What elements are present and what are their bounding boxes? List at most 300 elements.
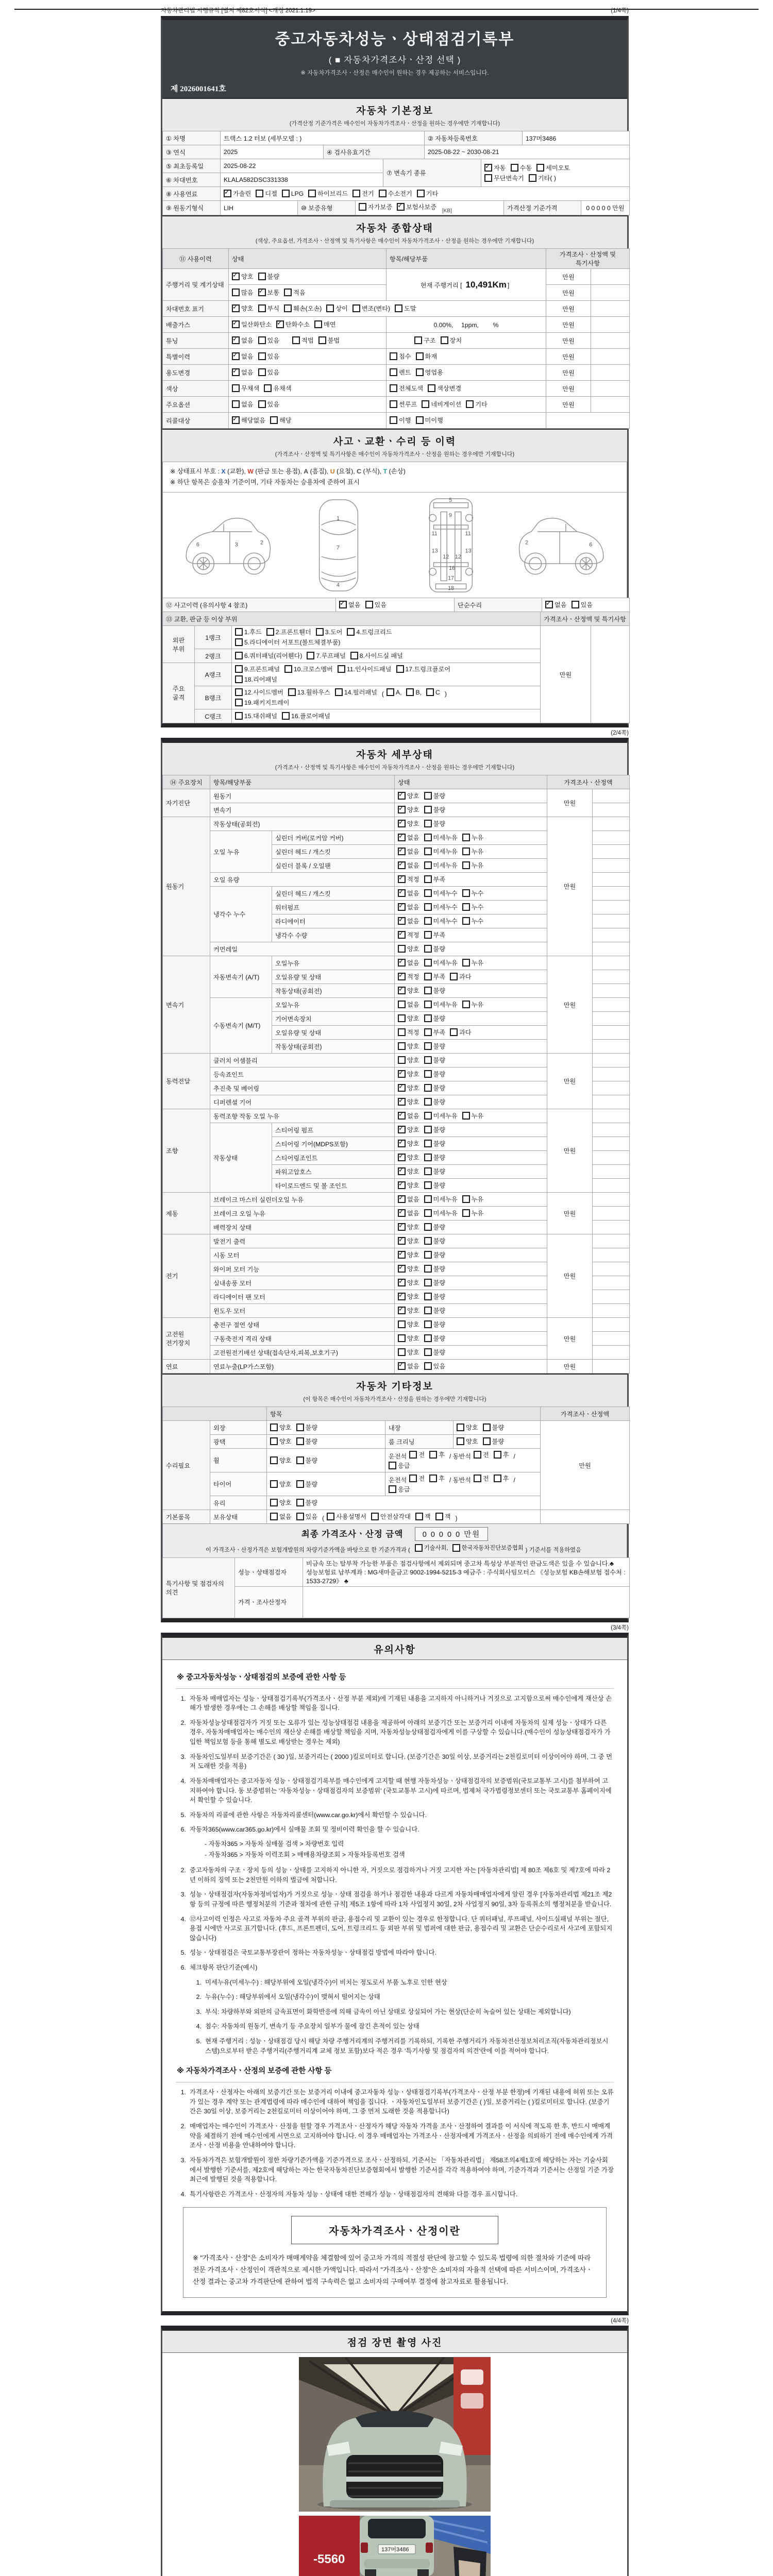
table-cell: 동력조향 작동 오일 누유 <box>210 1109 395 1123</box>
option-cell <box>395 1276 547 1290</box>
option-label: 11.인사이드패널 <box>346 666 392 673</box>
checkbox-unchecked-icon[interactable] <box>327 1513 334 1520</box>
checkbox-unchecked-icon[interactable] <box>258 368 266 376</box>
checkbox-unchecked-icon[interactable] <box>270 1499 278 1506</box>
option-cell <box>395 984 547 998</box>
checkbox-unchecked-icon[interactable] <box>474 1475 481 1482</box>
option-label: 후 <box>502 1475 509 1483</box>
checkbox-checked-icon[interactable] <box>398 1209 406 1217</box>
checkbox-unchecked-icon[interactable] <box>424 875 432 883</box>
checkbox-unchecked-icon[interactable] <box>424 1348 432 1356</box>
checkbox-unchecked-icon[interactable] <box>270 1480 278 1488</box>
checkbox-checked-icon[interactable] <box>224 190 231 197</box>
checkbox-unchecked-icon[interactable] <box>424 1098 432 1106</box>
checkbox-unchecked-icon[interactable] <box>466 400 474 408</box>
checkbox-option <box>292 336 314 345</box>
option-label: 양호 <box>407 1307 419 1315</box>
checkbox-unchecked-icon[interactable] <box>232 400 240 408</box>
option-label: 있음 <box>433 1363 446 1370</box>
checkbox-unchecked-icon[interactable] <box>270 1437 278 1445</box>
checkbox-option <box>232 336 254 345</box>
option-label: 누유 <box>471 1196 484 1204</box>
option-cell <box>395 789 547 803</box>
checkbox-unchecked-icon[interactable] <box>424 973 432 980</box>
checkbox-checked-icon[interactable] <box>398 1098 406 1106</box>
checkbox-unchecked-icon[interactable] <box>416 352 424 360</box>
checkbox-unchecked-icon[interactable] <box>424 1293 432 1300</box>
checkbox-unchecked-icon[interactable] <box>296 1513 304 1520</box>
checkbox-unchecked-icon[interactable] <box>296 1437 304 1445</box>
option-cell <box>395 1081 547 1095</box>
checkbox-unchecked-icon[interactable] <box>415 1544 423 1552</box>
checkbox-option <box>258 368 280 377</box>
checkbox-checked-icon[interactable] <box>398 848 406 855</box>
checkbox-unchecked-icon[interactable] <box>264 384 272 392</box>
document-title: 중고자동차성능ㆍ상태점검기록부 <box>275 31 515 48</box>
checkbox-unchecked-icon[interactable] <box>462 959 470 967</box>
checkbox-unchecked-icon[interactable] <box>424 820 432 827</box>
checkbox-unchecked-icon[interactable] <box>483 1423 491 1431</box>
table-cell: 오일유량 및 상태 <box>272 1026 395 1040</box>
table-cell: 상태 <box>229 249 386 269</box>
option-cell <box>453 1435 541 1449</box>
checkbox-unchecked-icon[interactable] <box>390 416 397 424</box>
option-cell <box>395 1262 547 1276</box>
checkbox-unchecked-icon[interactable] <box>398 1014 406 1022</box>
checkbox-unchecked-icon[interactable] <box>424 848 432 855</box>
checkbox-unchecked-icon[interactable] <box>235 628 243 636</box>
checkbox-unchecked-icon[interactable] <box>414 336 422 344</box>
checkbox-unchecked-icon[interactable] <box>270 1513 278 1520</box>
checkbox-unchecked-icon[interactable] <box>424 1181 432 1189</box>
checkbox-unchecked-icon[interactable] <box>424 1265 432 1273</box>
checkbox-checked-icon[interactable] <box>398 1223 406 1231</box>
checkbox-unchecked-icon[interactable] <box>409 1451 417 1459</box>
checkbox-checked-icon[interactable] <box>232 273 240 280</box>
checkbox-checked-icon[interactable] <box>398 806 406 814</box>
checkbox-option <box>390 416 411 425</box>
checkbox-unchecked-icon[interactable] <box>398 1334 406 1342</box>
checkbox-unchecked-icon[interactable] <box>235 712 243 720</box>
checkbox-unchecked-icon[interactable] <box>424 1334 432 1342</box>
checkbox-unchecked-icon[interactable] <box>235 699 243 706</box>
checkbox-unchecked-icon[interactable] <box>398 1320 406 1328</box>
checkbox-checked-icon[interactable] <box>232 304 240 312</box>
checkbox-option <box>398 1209 419 1217</box>
price-cell: 만원 <box>547 1193 593 1234</box>
checkbox-unchecked-icon[interactable] <box>335 688 343 696</box>
checkbox-unchecked-icon[interactable] <box>235 638 243 646</box>
checkbox-option <box>545 600 567 609</box>
checkbox-unchecked-icon[interactable] <box>441 336 448 344</box>
diagram-number: 4 <box>336 582 340 589</box>
checkbox-checked-icon[interactable] <box>398 834 406 841</box>
checkbox-checked-icon[interactable] <box>398 820 406 827</box>
checkbox-unchecked-icon[interactable] <box>424 1126 432 1133</box>
checkbox-option <box>307 651 345 660</box>
checkbox-unchecked-icon[interactable] <box>371 1513 379 1520</box>
checkbox-unchecked-icon[interactable] <box>424 806 432 814</box>
option-label: 양호 <box>407 1015 419 1023</box>
checkbox-unchecked-icon[interactable] <box>511 164 518 172</box>
checkbox-unchecked-icon[interactable] <box>256 190 263 197</box>
option-label: 침수 <box>399 353 411 360</box>
checkbox-checked-icon[interactable] <box>258 289 266 296</box>
checkbox-unchecked-icon[interactable] <box>398 1028 406 1036</box>
checkbox-option <box>424 1250 446 1259</box>
checkbox-unchecked-icon[interactable] <box>389 1462 396 1469</box>
checkbox-unchecked-icon[interactable] <box>270 1456 278 1464</box>
checkbox-unchecked-icon[interactable] <box>462 1195 470 1203</box>
checkbox-unchecked-icon[interactable] <box>235 688 243 696</box>
checkbox-option <box>398 847 419 856</box>
checkbox-checked-icon[interactable] <box>397 203 405 211</box>
table-cell <box>593 1012 630 1026</box>
checkbox-option <box>224 189 251 198</box>
checkbox-unchecked-icon[interactable] <box>352 304 360 312</box>
status-code-legend <box>162 462 627 493</box>
checkbox-unchecked-icon[interactable] <box>386 688 394 696</box>
checkbox-option <box>258 272 280 281</box>
checkbox-unchecked-icon[interactable] <box>424 931 432 939</box>
checkbox-unchecked-icon[interactable] <box>398 1056 406 1064</box>
checkbox-checked-icon[interactable] <box>398 973 406 980</box>
checkbox-unchecked-icon[interactable] <box>296 1423 304 1431</box>
option-label: 불량 <box>433 1251 446 1259</box>
checkbox-unchecked-icon[interactable] <box>338 665 345 673</box>
checkbox-unchecked-icon[interactable] <box>258 336 266 344</box>
diagram-number: 16 <box>449 565 456 571</box>
checkbox-unchecked-icon[interactable] <box>424 987 432 994</box>
option-label: 후 <box>439 1451 445 1459</box>
checkbox-unchecked-icon[interactable] <box>424 1140 432 1147</box>
checkbox-checked-icon[interactable] <box>398 931 406 939</box>
final-price-label: 최종 가격조사ㆍ산정 금액 <box>301 1530 404 1539</box>
checkbox-checked-icon[interactable] <box>398 792 406 800</box>
option-cell <box>395 942 547 956</box>
checkbox-checked-icon[interactable] <box>398 1126 406 1133</box>
checkbox-unchecked-icon[interactable] <box>232 289 240 296</box>
checkbox-unchecked-icon[interactable] <box>424 1028 432 1036</box>
checkbox-unchecked-icon[interactable] <box>494 1451 501 1459</box>
checkbox-unchecked-icon[interactable] <box>457 1423 464 1431</box>
label-cell: 1랭크 <box>195 626 232 649</box>
checkbox-unchecked-icon[interactable] <box>424 834 432 841</box>
table-cell: 타이어 <box>210 1472 267 1496</box>
checkbox-unchecked-icon[interactable] <box>258 400 266 408</box>
checkbox-unchecked-icon[interactable] <box>406 688 414 696</box>
checkbox-unchecked-icon[interactable] <box>572 601 579 608</box>
checkbox-unchecked-icon[interactable] <box>409 1475 417 1482</box>
checkbox-unchecked-icon[interactable] <box>424 1014 432 1022</box>
checkbox-unchecked-icon[interactable] <box>296 1456 304 1464</box>
checkbox-unchecked-icon[interactable] <box>422 400 429 408</box>
checkbox-option <box>232 416 265 425</box>
checkbox-unchecked-icon[interactable] <box>417 190 425 197</box>
option-cell <box>229 365 386 381</box>
diagram-number: 17 <box>448 575 455 582</box>
checkbox-unchecked-icon[interactable] <box>462 861 470 869</box>
checkbox-unchecked-icon[interactable] <box>390 352 397 360</box>
checkbox-checked-icon[interactable] <box>398 1265 406 1273</box>
checkbox-checked-icon[interactable] <box>398 861 406 869</box>
checkbox-unchecked-icon[interactable] <box>398 1348 406 1356</box>
checkbox-unchecked-icon[interactable] <box>529 174 536 182</box>
checkbox-unchecked-icon[interactable] <box>424 1112 432 1120</box>
checkbox-option <box>326 304 348 313</box>
checkbox-unchecked-icon[interactable] <box>390 400 397 408</box>
checkbox-checked-icon[interactable] <box>398 1167 406 1175</box>
checkbox-checked-icon[interactable] <box>398 1237 406 1245</box>
checkbox-checked-icon[interactable] <box>232 352 240 360</box>
checkbox-unchecked-icon[interactable] <box>462 903 470 911</box>
option-label: 양호 <box>407 1238 419 1245</box>
checkbox-checked-icon[interactable] <box>398 1307 406 1314</box>
checkbox-unchecked-icon[interactable] <box>296 1480 304 1488</box>
checkbox-unchecked-icon[interactable] <box>483 1437 491 1445</box>
checkbox-unchecked-icon[interactable] <box>452 1544 460 1552</box>
checkbox-unchecked-icon[interactable] <box>424 1195 432 1203</box>
checkbox-checked-icon[interactable] <box>398 1140 406 1147</box>
checkbox-option <box>462 861 484 870</box>
checkbox-option <box>398 1250 419 1259</box>
checkbox-unchecked-icon[interactable] <box>424 945 432 953</box>
checkbox-unchecked-icon[interactable] <box>398 945 406 953</box>
checkbox-checked-icon[interactable] <box>398 917 406 925</box>
checkbox-unchecked-icon[interactable] <box>316 628 324 636</box>
checkbox-option <box>424 1000 458 1009</box>
checkbox-unchecked-icon[interactable] <box>424 792 432 800</box>
checkbox-unchecked-icon[interactable] <box>232 384 240 392</box>
checkbox-unchecked-icon[interactable] <box>462 1112 470 1120</box>
table-cell: 등속죠인트 <box>210 1067 395 1081</box>
checkbox-unchecked-icon[interactable] <box>398 1042 406 1050</box>
checkbox-unchecked-icon[interactable] <box>484 174 492 182</box>
checkbox-unchecked-icon[interactable] <box>379 190 386 197</box>
checkbox-unchecked-icon[interactable] <box>390 384 397 392</box>
checkbox-unchecked-icon[interactable] <box>389 1485 396 1493</box>
checkbox-unchecked-icon[interactable] <box>365 601 373 608</box>
checkbox-option <box>398 1348 419 1357</box>
checkbox-checked-icon[interactable] <box>484 164 492 172</box>
diagram-number: 2 <box>260 539 263 546</box>
checkbox-checked-icon[interactable] <box>398 987 406 994</box>
checkbox-unchecked-icon[interactable] <box>270 1423 278 1431</box>
checkbox-unchecked-icon[interactable] <box>462 1209 470 1217</box>
checkbox-unchecked-icon[interactable] <box>390 368 397 376</box>
option-label: 장치 <box>449 337 462 344</box>
checkbox-unchecked-icon[interactable] <box>350 652 358 659</box>
checkbox-unchecked-icon[interactable] <box>474 1451 481 1459</box>
checkbox-unchecked-icon[interactable] <box>429 1451 437 1459</box>
checkbox-unchecked-icon[interactable] <box>307 652 314 659</box>
checkbox-unchecked-icon[interactable] <box>398 1001 406 1008</box>
checkbox-unchecked-icon[interactable] <box>424 1167 432 1175</box>
checkbox-unchecked-icon[interactable] <box>314 320 322 328</box>
page-3 <box>161 1633 629 2315</box>
option-label: 한국자동차진단보증협회 <box>461 1545 524 1552</box>
checkbox-option <box>424 1014 446 1023</box>
checkbox-unchecked-icon[interactable] <box>284 304 292 312</box>
table-cell: 커먼레일 <box>210 942 395 956</box>
checkbox-unchecked-icon[interactable] <box>352 190 360 197</box>
option-label: 불량 <box>433 1182 446 1190</box>
checkbox-option <box>339 600 361 609</box>
checkbox-unchecked-icon[interactable] <box>462 1001 470 1008</box>
option-label: 썬루프 <box>399 401 417 408</box>
checkbox-checked-icon[interactable] <box>398 875 406 883</box>
checkbox-unchecked-icon[interactable] <box>416 368 424 376</box>
checkbox-unchecked-icon[interactable] <box>282 190 290 197</box>
checkbox-unchecked-icon[interactable] <box>426 688 434 696</box>
label-cell: ⑦ 변속기 종류 <box>383 159 481 187</box>
checkbox-checked-icon[interactable] <box>398 1181 406 1189</box>
option-cell <box>267 1496 541 1510</box>
checkbox-unchecked-icon[interactable] <box>494 1475 501 1482</box>
checkbox-option <box>484 174 524 182</box>
notice-item-number: 2. <box>196 1993 201 2001</box>
checkbox-unchecked-icon[interactable] <box>308 190 316 197</box>
checkbox-unchecked-icon[interactable] <box>396 665 404 673</box>
checkbox-option <box>474 1474 489 1483</box>
checkbox-unchecked-icon[interactable] <box>462 834 470 841</box>
checkbox-unchecked-icon[interactable] <box>235 665 243 673</box>
checkbox-unchecked-icon[interactable] <box>424 861 432 869</box>
checkbox-unchecked-icon[interactable] <box>318 336 326 344</box>
checkbox-checked-icon[interactable] <box>398 1251 406 1259</box>
checkbox-unchecked-icon[interactable] <box>450 973 458 980</box>
checkbox-unchecked-icon[interactable] <box>462 889 470 897</box>
checkbox-unchecked-icon[interactable] <box>424 1251 432 1259</box>
checkbox-unchecked-icon[interactable] <box>536 164 544 172</box>
checkbox-unchecked-icon[interactable] <box>326 304 334 312</box>
checkbox-checked-icon[interactable] <box>232 368 240 376</box>
checkbox-unchecked-icon[interactable] <box>424 1223 432 1231</box>
checkbox-unchecked-icon[interactable] <box>424 1320 432 1328</box>
checkbox-unchecked-icon[interactable] <box>284 665 292 673</box>
checkbox-unchecked-icon[interactable] <box>424 1362 432 1370</box>
checkbox-option <box>416 352 438 361</box>
notice-item <box>176 1694 614 1713</box>
checkbox-unchecked-icon[interactable] <box>415 1513 423 1520</box>
checkbox-unchecked-icon[interactable] <box>424 1209 432 1217</box>
option-label: 불량 <box>305 1424 318 1432</box>
checkbox-checked-icon[interactable] <box>398 1362 406 1370</box>
option-label: 양호 <box>407 1251 419 1259</box>
option-label: 없음 <box>241 337 254 344</box>
notice-item <box>191 1992 614 2002</box>
checkbox-unchecked-icon[interactable] <box>347 628 355 636</box>
checkbox-unchecked-icon[interactable] <box>424 889 432 897</box>
checkbox-unchecked-icon[interactable] <box>457 1437 464 1445</box>
checkbox-unchecked-icon[interactable] <box>270 416 278 424</box>
checkbox-option <box>424 791 446 800</box>
option-label: 불량 <box>267 273 280 280</box>
checkbox-unchecked-icon[interactable] <box>258 304 266 312</box>
checkbox-unchecked-icon[interactable] <box>359 203 366 211</box>
checkbox-unchecked-icon[interactable] <box>296 1499 304 1506</box>
option-label: 적정 <box>407 931 419 939</box>
checkbox-unchecked-icon[interactable] <box>424 1279 432 1286</box>
option-label: 양호 <box>407 1279 419 1287</box>
option-label: 적음 <box>293 289 306 296</box>
checkbox-unchecked-icon[interactable] <box>292 336 300 344</box>
table-cell <box>593 1193 630 1207</box>
checkbox-checked-icon[interactable] <box>398 889 406 897</box>
checkbox-checked-icon[interactable] <box>398 903 406 911</box>
checkbox-unchecked-icon[interactable] <box>450 1028 458 1036</box>
checkbox-unchecked-icon[interactable] <box>435 1513 443 1520</box>
checkbox-unchecked-icon[interactable] <box>258 352 266 360</box>
label-cell: 특별이력 <box>163 349 229 365</box>
checkbox-checked-icon[interactable] <box>398 1070 406 1078</box>
checkbox-unchecked-icon[interactable] <box>424 903 432 911</box>
checkbox-unchecked-icon[interactable] <box>424 917 432 925</box>
option-label: 세미오토 <box>546 164 570 172</box>
checkbox-unchecked-icon[interactable] <box>288 688 296 696</box>
checkbox-checked-icon[interactable] <box>398 1195 406 1203</box>
checkbox-unchecked-icon[interactable] <box>428 384 435 392</box>
checkbox-unchecked-icon[interactable] <box>395 304 402 312</box>
checkbox-unchecked-icon[interactable] <box>424 1056 432 1064</box>
checkbox-unchecked-icon[interactable] <box>284 289 292 296</box>
checkbox-option <box>256 189 277 198</box>
option-cell <box>229 381 386 397</box>
checkbox-unchecked-icon[interactable] <box>266 628 274 636</box>
checkbox-unchecked-icon[interactable] <box>424 1154 432 1161</box>
checkbox-checked-icon[interactable] <box>398 1279 406 1286</box>
checkbox-unchecked-icon[interactable] <box>462 917 470 925</box>
checkbox-unchecked-icon[interactable] <box>424 959 432 967</box>
checkbox-unchecked-icon[interactable] <box>424 1001 432 1008</box>
checkbox-checked-icon[interactable] <box>398 1293 406 1300</box>
checkbox-option <box>335 688 377 697</box>
section-etc-header <box>162 1374 627 1407</box>
checkbox-checked-icon[interactable] <box>398 1154 406 1161</box>
checkbox-unchecked-icon[interactable] <box>429 1475 437 1482</box>
table-cell: 발전기 출력 <box>210 1234 395 1248</box>
checkbox-unchecked-icon[interactable] <box>424 1070 432 1078</box>
checkbox-checked-icon[interactable] <box>339 601 347 608</box>
option-cell <box>229 269 386 285</box>
checkbox-unchecked-icon[interactable] <box>424 1042 432 1050</box>
checkbox-checked-icon[interactable] <box>276 320 284 328</box>
checkbox-checked-icon[interactable] <box>398 1112 406 1120</box>
checkbox-unchecked-icon[interactable] <box>424 1084 432 1092</box>
checkbox-unchecked-icon[interactable] <box>416 416 424 424</box>
checkbox-unchecked-icon[interactable] <box>424 1237 432 1245</box>
checkbox-option <box>484 163 506 172</box>
checkbox-checked-icon[interactable] <box>232 320 240 328</box>
checkbox-unchecked-icon[interactable] <box>235 675 243 683</box>
option-label: 없음 <box>407 890 419 897</box>
checkbox-unchecked-icon[interactable] <box>462 848 470 855</box>
option-cell <box>386 397 546 413</box>
checkbox-option <box>327 1512 366 1521</box>
checkbox-unchecked-icon[interactable] <box>282 712 290 720</box>
checkbox-option <box>296 1512 318 1521</box>
checkbox-unchecked-icon[interactable] <box>424 1307 432 1314</box>
checkbox-unchecked-icon[interactable] <box>258 273 266 280</box>
checkbox-checked-icon[interactable] <box>398 1084 406 1092</box>
checkbox-checked-icon[interactable] <box>398 959 406 967</box>
table-cell: 외장 <box>210 1421 267 1435</box>
checkbox-unchecked-icon[interactable] <box>235 652 243 659</box>
checkbox-checked-icon[interactable] <box>545 601 553 608</box>
checkbox-checked-icon[interactable] <box>232 336 240 344</box>
table-cell: 가격조사ㆍ산정액 <box>541 1407 630 1421</box>
checkbox-checked-icon[interactable] <box>232 416 240 424</box>
